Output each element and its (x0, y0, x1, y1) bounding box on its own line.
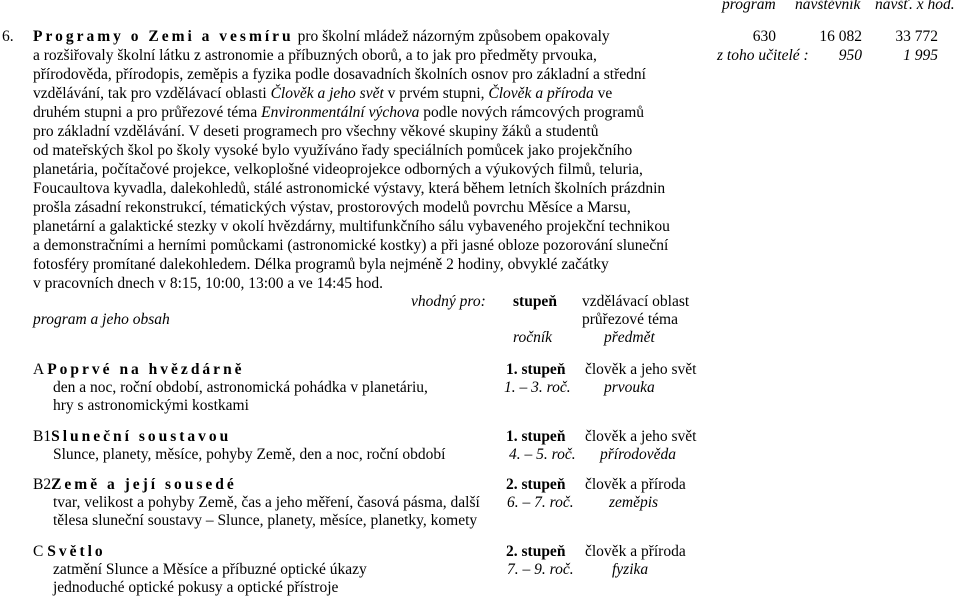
program-b2-desc-1: tvar, velikost a pohyby Země, čas a jeho měření, časová pásma, další (53, 494, 480, 511)
entry-line-9: Foucaultova kyvadla, dalekohledů, stálé astronomické výstavy, která během letních školních prázdnin (33, 180, 666, 197)
entry-line-10: prošla zásadní rekonstrukcí, tématických výstav, prostorových modelů povrchu Měsíce a Marsu, (33, 199, 631, 216)
entry-line-1: Programy o Zemi a vesmíru pro školní mládež názorným způsobem opakovaly (33, 28, 610, 45)
stats-teachers-hours: 1 995 (903, 47, 938, 64)
program-b1-subject: přírodověda (600, 446, 677, 463)
table-header-cross-topic: průřezové téma (582, 311, 678, 328)
program-b1-desc-1: Slunce, planety, měsíce, pohyby Země, den a noc, roční období (53, 446, 446, 463)
program-c-desc-2: jednoduché optické pokusy a optické přístroje (53, 579, 339, 596)
program-c-grade: 7. – 9. roč. (507, 561, 574, 578)
entry-line-2: a rozšiřovaly školní látku z astronomie a příbuzných oborů, a to jak pro předměty prvouka, (33, 47, 597, 64)
entry-line-6: pro základní vzdělávání. V deseti programech pro všechny věkové skupiny žáků a studentů (33, 123, 599, 140)
stats-teachers-label: z toho učitelé : (717, 47, 809, 64)
program-a-subject: prvouka (604, 379, 655, 396)
program-a-desc-2: hry s astronomickými kostkami (53, 397, 249, 414)
program-a-level: 1. stupeň (506, 361, 566, 378)
program-b1-area: člověk a jeho svět (585, 428, 697, 445)
program-a-grade: 1. – 3. roč. (504, 379, 571, 396)
program-a-desc-1: den a noc, roční období, astronomická pohádka v planetáriu, (53, 379, 428, 396)
table-header-subject: předmět (604, 329, 655, 346)
program-c-area: člověk a příroda (585, 543, 686, 560)
table-header-grade: ročník (513, 329, 553, 346)
table-header-suitable-for: vhodný pro: (411, 293, 486, 310)
entry-line-8: planetária, počítačové projekce, velkoplošné videoprojekce odborných a výukových filmů, teluria, (33, 161, 643, 178)
entry-line-7: od mateřských škol po školy vysoké bylo využíváno řady speciálních pomůcek jako projekčního (33, 142, 633, 159)
program-b1-heading: B1Sluneční soustavou (33, 428, 232, 445)
program-c-heading: C Světlo (33, 543, 106, 560)
program-b2-level: 2. stupeň (506, 476, 566, 493)
stats-header-visits-hours: návšť. x hod. (875, 0, 955, 13)
table-header-learning-area: vzdělávací oblast (582, 293, 690, 310)
entry-line-3: přírodověda, přírodopis, zeměpis a fyzika podle dosavadních školních osnov pro základní a střední (33, 66, 646, 83)
stats-header-program: program (722, 0, 776, 13)
stats-teachers-visitors: 950 (838, 47, 862, 64)
stats-visit-hours-count: 33 772 (895, 28, 938, 45)
program-b2-desc-2: tělesa sluneční soustavy – Slunce, planety, měsíce, planetky, komety (53, 512, 478, 529)
entry-title: Programy o Zemi a vesmíru (33, 28, 294, 45)
program-c-level: 2. stupeň (506, 543, 566, 560)
table-header-program-content: program a jeho obsah (33, 311, 170, 328)
program-b2-area: člověk a příroda (585, 476, 686, 493)
entry-line-14: v pracovních dnech v 8:15, 10:00, 13:00 a ve 14:45 hod. (33, 275, 383, 292)
program-a-heading: A Poprvé na hvězdárně (33, 361, 245, 378)
program-b1-level: 1. stupeň (506, 428, 566, 445)
entry-line-13: fotosféry promítané dalekohledem. Délka programů byla nejméně 2 hodiny, obvyklé začátky (33, 256, 609, 273)
program-b2-heading: B2Země a její sousedé (33, 476, 237, 493)
entry-line-11: planetární a galaktické stezky v okolí hvězdárny, multifunkčního sálu vybaveného projekční technikou (33, 218, 670, 235)
stats-visitors-count: 16 082 (819, 28, 862, 45)
program-b2-subject: zeměpis (609, 494, 659, 511)
program-c-desc-1: zatmění Slunce a Měsíce a příbuzné optické úkazy (53, 561, 367, 578)
program-b1-grade: 4. – 5. roč. (509, 446, 576, 463)
stats-programs-count: 630 (752, 28, 776, 45)
entry-number: 6. (2, 28, 14, 45)
entry-line-12: a demonstračními a herními pomůckami (astronomické kostky) a při jasné obloze pozorování sluneční (33, 237, 669, 254)
stats-header-visitors: návštěvník (795, 0, 861, 13)
entry-line-4: vzdělávání, tak pro vzdělávací oblasti Člověk a jeho svět v prvém stupni, Člověk a příroda ve (33, 85, 613, 102)
program-a-area: člověk a jeho svět (585, 361, 697, 378)
program-b2-grade: 6. – 7. roč. (507, 494, 574, 511)
table-header-level: stupeň (513, 293, 557, 310)
entry-line-5: druhém stupni a pro průřezové téma Environmentální výchova podle nových rámcových programů (33, 104, 645, 121)
program-c-subject: fyzika (612, 561, 649, 578)
